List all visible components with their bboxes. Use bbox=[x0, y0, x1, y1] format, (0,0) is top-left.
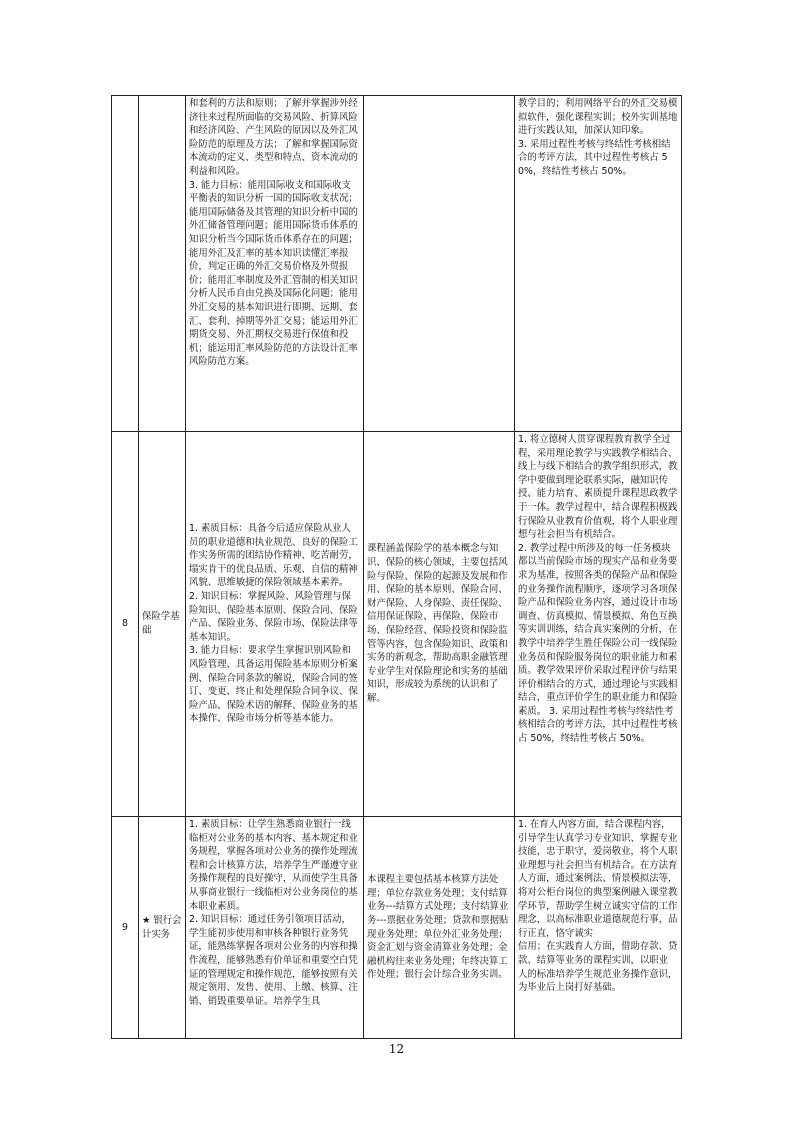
course-content-text: 本课程主要包括基本核算方法处理；单位存款业务处理；支付结算业务---结算方式处理；支付结算业务---票据业务处理；贷款和票据贴现业务处理；单位外汇业务处理；资金汇划与资金清算业务处理；金融机构往来业务处理；年终决算工作处理；银行会计综合业务实训。 bbox=[367, 874, 509, 981]
course-name: ★ 银行会计实务 bbox=[139, 817, 186, 1039]
course-name bbox=[139, 96, 186, 432]
course-content bbox=[364, 432, 515, 817]
page-number: 12 bbox=[388, 1042, 405, 1056]
table-row bbox=[112, 817, 682, 1039]
course-content-text: 课程涵盖保险学的基本概念与知识、保险的核心领域，主要包括风险与保险、保险的起源及发展和作用、保险的基本原则、保险合同、财产保险、人身保险、责任保险、信用保证保险、再保险、保险市场、保险经营、保险投资和保险监管等内容，包含保险知识、政策和实务的新观念，帮助高职金融管理专业学生对保险理论和实务的基础知识，形成较为系统的认识和了解。 bbox=[367, 543, 508, 704]
table-row bbox=[112, 432, 682, 817]
course-goals bbox=[186, 817, 364, 1039]
course-number bbox=[112, 96, 139, 432]
course-method bbox=[515, 817, 682, 1039]
course-method-text: 1. 将立德树人贯穿课程教育教学全过程，采用理论教学与实践教学相结合、线上与线下相结合的教学组织形式，教学中要做到理论联系实际，融知识传授、能力培育、素质提升课程思政教学于一体。教学过程中，结合课程积极践行保险从业教育价值观，将个人职业理想与社会担当有机结合。 2. 教学过程中所涉及的每一任务模块都以当前保险市场的现实产品和业务要求为基准，按照各类的保险产品和保险的业务操作流程顺序，逐项学习各项保险产品和保险业务内容，通过设计市场调查、仿真模拟、情景模拟、角色互换等实训训练，结合真实案例的分析，在教学中培养学生胜任保险公司一线保险业务员和保险服务岗位的职业能力和素质。教学效果评价采取过程评价与结果评价相结合的方式，通过理论与实践相结合，重点评价学生的职业能力和保险素质。 3. 采用过程性考核与终结性考核相结合的考评方法，其中过程性考核占 50%，终结性考核占 50%。 bbox=[518, 434, 678, 745]
course-goals-text: 1. 素质目标：具备今后适应保险从业人员的职业道德和执业规范、良好的保险工作实务所需的团结协作精神、吃苦耐劳，塌实肯干的优良品质、乐观、自信的精神风貌、思维敏捷的保险领域基本素养。 2. 知识目标：掌握风险、风险管理与保险知识、保险基本原则、保险合同、保险产品、保险业务、保险市场、保险法律等基本知识。 3. 能力目标：要求学生掌握识别风险和风险管理、具备运用保险基本原则分析案例、保险合同条款的解说，保险合同的签订、变更、终止和处理保险合同争议、保险产品、保险术语的解释、保险业务的基本操作、保险市场分析等基本能力。 bbox=[189, 523, 358, 725]
course-table bbox=[111, 95, 682, 1039]
table-row bbox=[112, 96, 682, 432]
course-method bbox=[515, 432, 682, 817]
course-name: 保险学基础 bbox=[139, 432, 186, 817]
course-goals bbox=[186, 432, 364, 817]
course-goals bbox=[186, 96, 364, 432]
course-goals-text: 和套利的方法和原则；了解并掌握涉外经济往来过程所面临的交易风险、折算风险和经济风险、产生风险的原因以及外汇风险防范的原理及方法；了解和掌握国际资本流动的定义、类型和特点、资本流动的利益和风险。 3. 能力目标：能用国际收支和国际收支平衡表的知识分析一国的国际收支状况；能用国际储备及其管理的知识分析中国的外汇储备管理问题；能用国际货币体系的知识分析当今国际货币体系存在的问题；能用外汇及汇率的基本知识读懂汇率报价，判定正确的外汇交易价格及外贸报价；能用汇率制度及外汇管制的相关知识分析人民币自由兑换及国际化问题；能用外汇交易的基本知识进行即期、远期、套汇、套利、掉期等外汇交易；能运用外汇期货交易、外汇期权交易进行保值和投机；能运用汇率风险防范的方法设计汇率风险防范方案。 bbox=[189, 98, 358, 368]
course-content bbox=[364, 817, 515, 1039]
course-number: 8 bbox=[112, 432, 139, 817]
course-method-text: 教学目的；利用网络平台的外汇交易模拟软件，强化课程实训；校外实训基地进行实践认知，加深认知印象。 3. 采用过程性考核与终结性考核相结合的考评方法，其中过程性考核占 50%，终结性考核占 50%。 bbox=[518, 98, 678, 177]
course-content bbox=[364, 96, 515, 432]
course-method-text: 1. 在育人内容方面，结合课程内容，引导学生认真学习专业知识、掌握专业技能，忠于职守，爱岗敬业，将个人职业理想与社会担当有机结合。在方法育人方面，通过案例法、情景模拟法等，将对公柜台岗位的典型案例融入课堂教学环节，帮助学生树立诚实守信的工作理念，以高标准职业道德规范行事，品行正直，恪守诚实 信用；在实践育人方面，借助存款、贷款、结算等业务的课程实训，以职业 人的标准培养学生规范业务操作意识，为毕业后上岗打好基础。 bbox=[518, 819, 678, 994]
course-number: 9 bbox=[112, 817, 139, 1039]
course-method bbox=[515, 96, 682, 432]
course-goals-text: 1. 素质目标：让学生熟悉商业银行一线临柜对公业务的基本内容、基本规定和业务规程，掌握各项对公业务的操作处理流程和会计核算方法，培养学生严谨遵守业务操作规程的良好操守，从而使学生具备从事商业银行一线临柜对公业务岗位的基本职业素质。 2. 知识目标：通过任务引领项目活动，学生能初步使用和审核各种银行业务凭证，能熟练掌握各项对公业务的内容和操作流程，能够熟悉有价单证和重要空白凭证的管理规定和操作规范，能够按照有关规定领用、发售、使用、上缴、核算、注销、销毁重要单证。培养学生具 bbox=[189, 819, 358, 1007]
